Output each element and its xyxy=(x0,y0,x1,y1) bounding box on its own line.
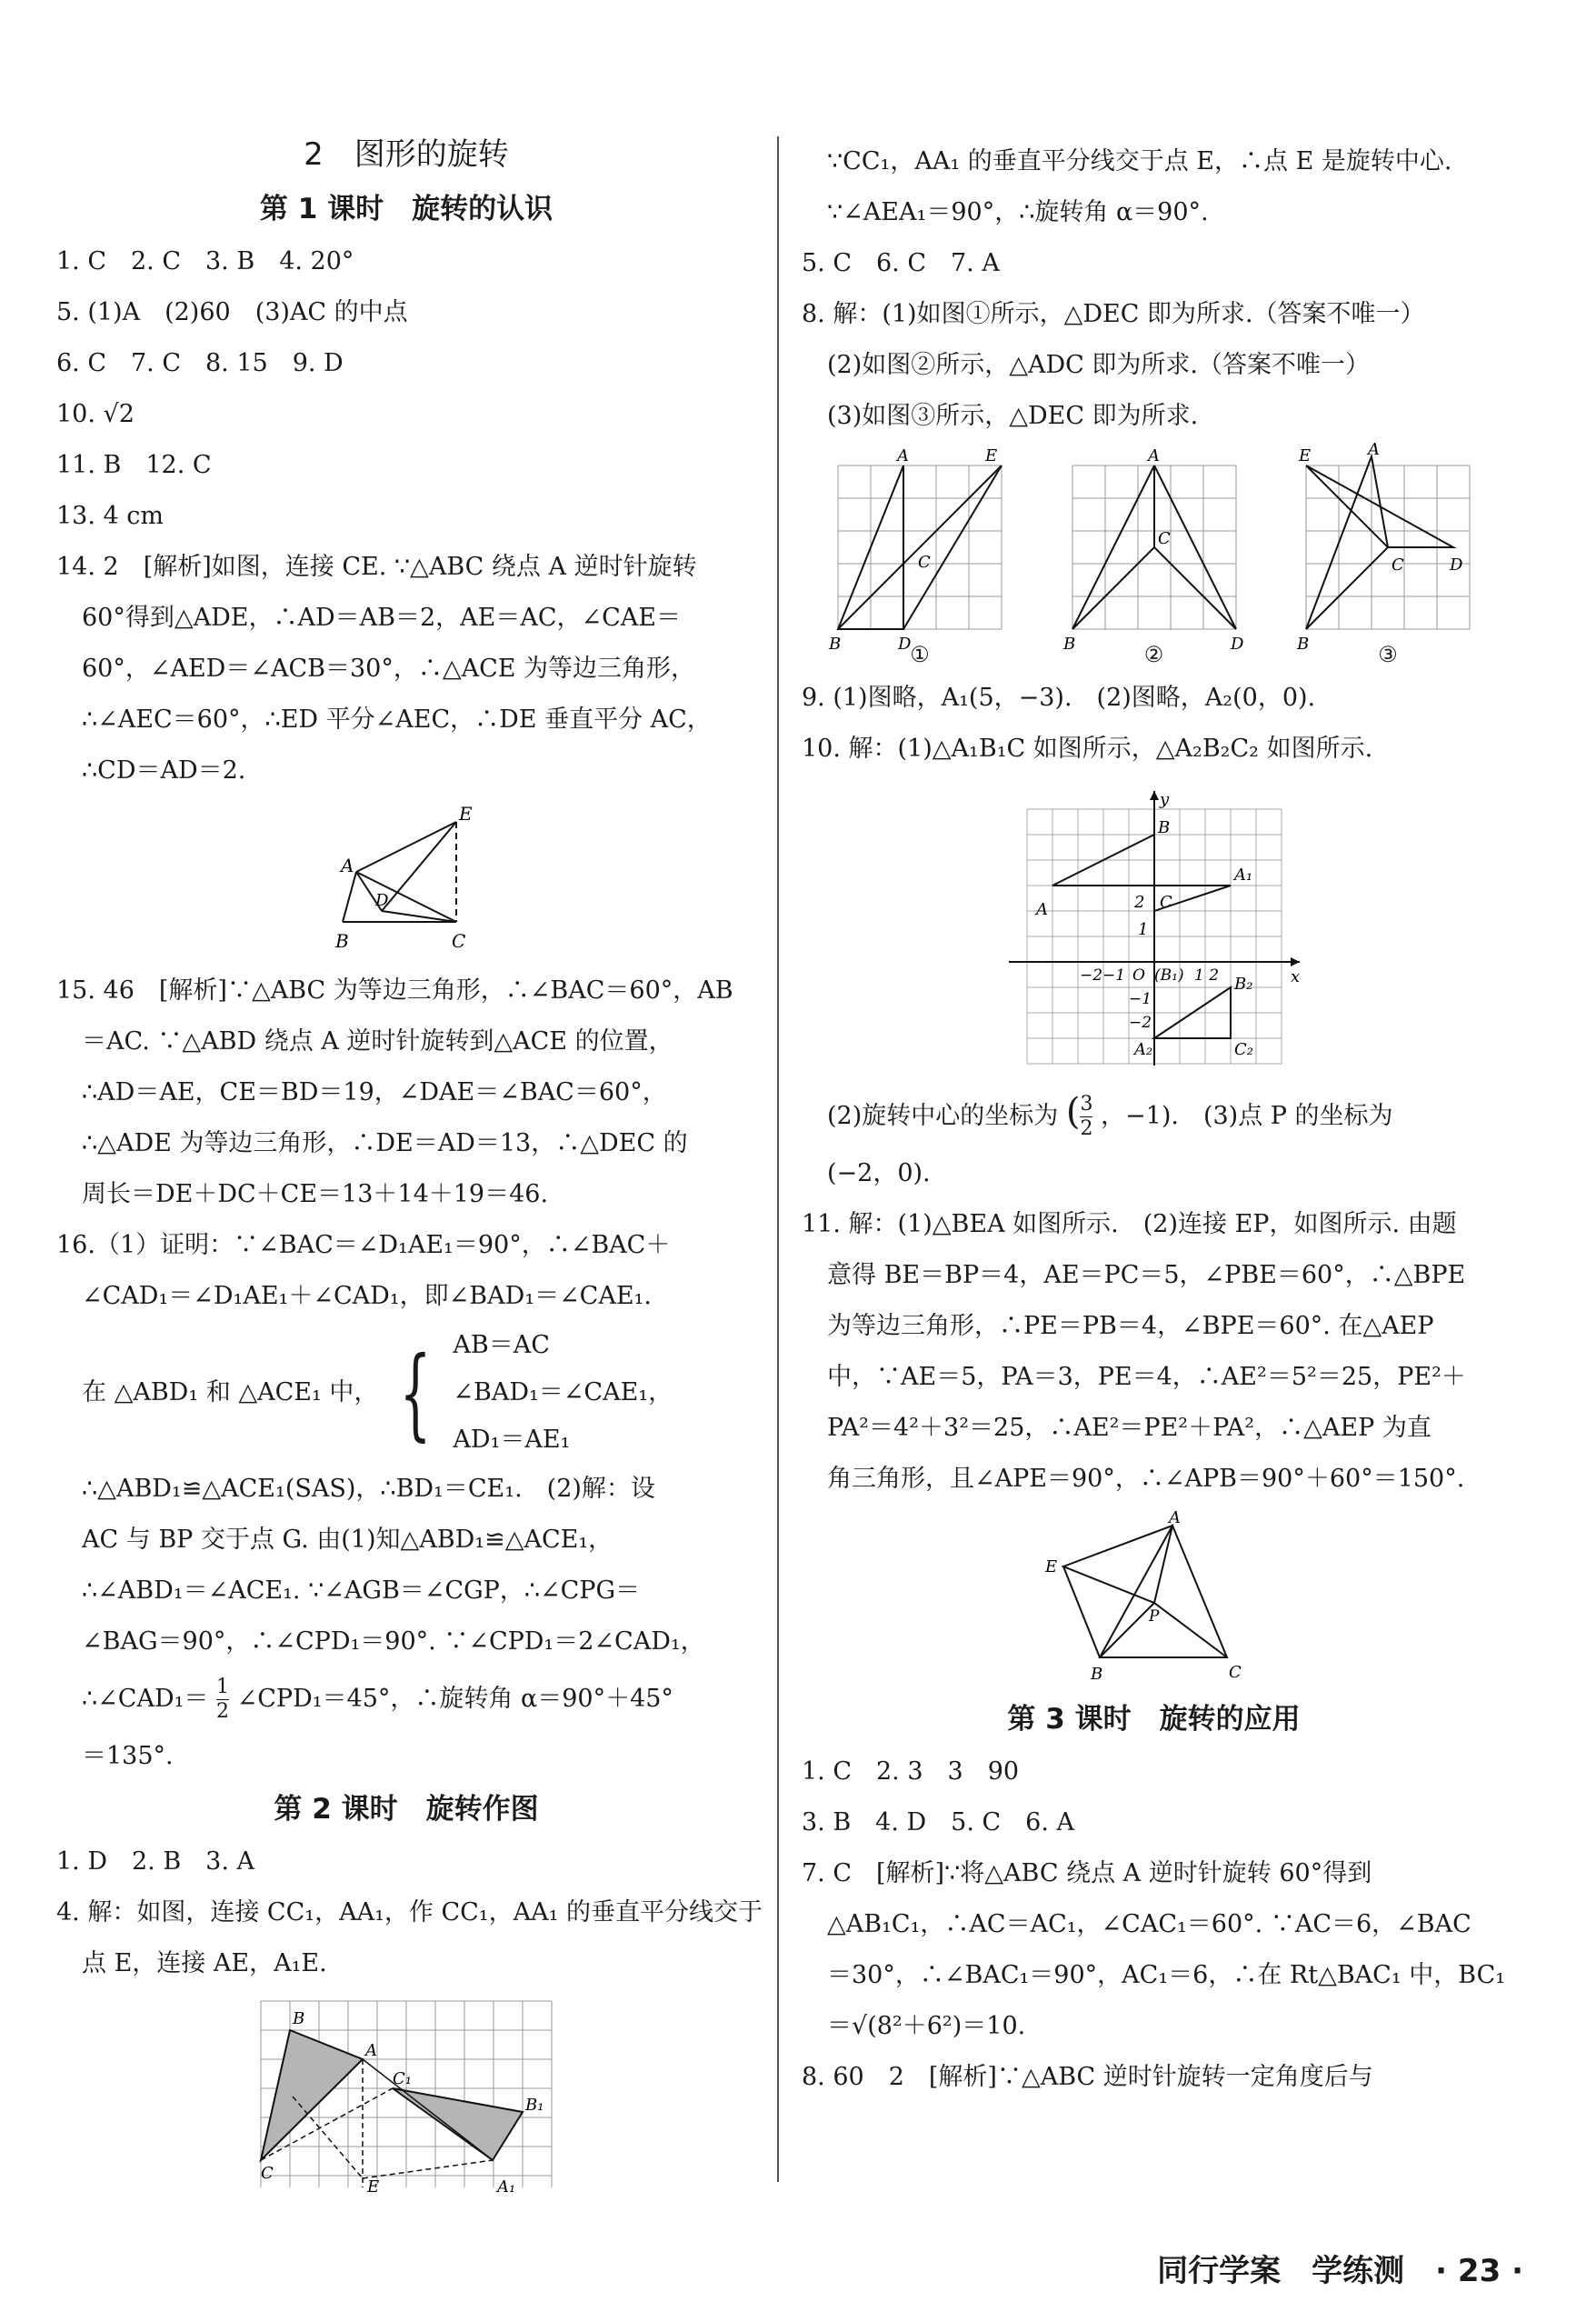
svg-text:A: A xyxy=(1147,446,1160,465)
svg-text:D: D xyxy=(898,635,912,654)
answer-line: △AB₁C₁，∴AC＝AC₁，∠CAC₁＝60°. ∵AC＝6，∠BAC xyxy=(827,1910,1471,1938)
svg-text:A: A xyxy=(1368,440,1380,459)
brace-lead: 在 △ABD₁ 和 △ACE₁ 中， xyxy=(82,1378,379,1406)
svg-text:x: x xyxy=(1290,967,1300,986)
svg-text:C: C xyxy=(918,553,931,572)
svg-text:E: E xyxy=(1299,446,1312,465)
figure-q11 xyxy=(1036,1508,1272,1685)
svg-text:P: P xyxy=(1148,1607,1159,1626)
answer-line: ∴△ABD₁≌△ACE₁(SAS)，∴BD₁＝CE₁. (2)解：设 xyxy=(82,1475,655,1503)
answer-line: ∴△ADE 为等边三角形，∴DE＝AD＝13，∴△DEC 的 xyxy=(82,1129,688,1157)
answer-line: 60°，∠AED＝∠ACB＝30°，∴△ACE 为等边三角形， xyxy=(82,655,696,683)
svg-text:C: C xyxy=(261,2164,274,2183)
svg-text:B: B xyxy=(1090,1665,1102,1684)
svg-text:C₁: C₁ xyxy=(393,2069,412,2088)
svg-text:B: B xyxy=(1062,635,1075,654)
answer-line: 16.（1）证明：∵∠BAC＝∠D₁AE₁＝90°，∴∠BAC＋ xyxy=(56,1231,671,1259)
answer-line: 角三角形，且∠APE＝90°，∴∠APB＝90°＋60°＝150°. xyxy=(827,1465,1465,1493)
answer-line: ∴∠AEC＝60°，∴ED 平分∠AEC，∴DE 垂直平分 AC， xyxy=(82,706,712,734)
svg-text:D: D xyxy=(1450,555,1463,575)
answer-line: ∴∠ABD₁＝∠ACE₁. ∵∠AGB＝∠CGP，∴∠CPG＝ xyxy=(82,1576,641,1605)
left-column xyxy=(56,127,763,2204)
svg-text:A: A xyxy=(365,2041,377,2060)
answer-line: 7. C [解析]∵将△ABC 绕点 A 逆时针旋转 60°得到 xyxy=(802,1859,1372,1887)
svg-text:−2−1: −2−1 xyxy=(1079,966,1125,985)
answer-line: 10. 解：(1)△A₁B₁C 如图所示，△A₂B₂C₂ 如图所示. xyxy=(802,735,1373,763)
page-footer: 同行学案 学练测 · 23 · xyxy=(1157,2253,1523,2289)
svg-text:C: C xyxy=(1157,529,1171,548)
section-title: 2 图形的旋转 xyxy=(304,136,509,173)
answer-line: 3. B 4. D 5. C 6. A xyxy=(802,1808,1075,1837)
answer-line: 14. 2 [解析]如图，连接 CE. ∵△ABC 绕点 A 逆时针旋转 xyxy=(56,553,697,581)
answer-line: ∠CAD₁＝∠D₁AE₁＋∠CAD₁，即∠BAD₁＝∠CAE₁. xyxy=(82,1282,652,1310)
brace-line: AB＝AC xyxy=(453,1331,550,1359)
figure-caption: ③ xyxy=(1378,642,1398,667)
figure-caption: ② xyxy=(1143,642,1164,667)
answer-line: 11. B 12. C xyxy=(56,451,212,479)
svg-text:B: B xyxy=(1297,635,1310,654)
answer-line: 1. C 2. C 3. B 4. 20° xyxy=(56,247,354,275)
answer-line: 1. C 2. 3 3 90 xyxy=(802,1757,1020,1786)
answer-line: 8. 解：(1)如图①所示，△DEC 即为所求.（答案不唯一） xyxy=(802,300,1425,328)
answer-line: (3)如图③所示，△DEC 即为所求. xyxy=(827,402,1199,430)
answer-line: ＝30°，∴∠BAC₁＝90°，AC₁＝6，∴在 Rt△BAC₁ 中，BC₁ xyxy=(827,1961,1506,1989)
figure-q8-3 xyxy=(1297,440,1479,654)
svg-text:C: C xyxy=(452,930,466,952)
answer-line: 6. C 7. C 8. 15 9. D xyxy=(56,349,344,377)
answer-line: ∵∠AEA₁＝90°，∴旋转角 α＝90°. xyxy=(827,198,1209,226)
svg-text:B: B xyxy=(829,635,842,654)
answer-line: ∴CD＝AD＝2. xyxy=(82,756,246,785)
answer-line: 13. 4 cm xyxy=(56,502,165,530)
lesson3-title: 第 3 课时 旋转的应用 xyxy=(1007,1703,1301,1736)
answer-line: 4. 解：如图，连接 CC₁，AA₁，作 CC₁，AA₁ 的垂直平分线交于 xyxy=(56,1898,763,1927)
svg-text:E: E xyxy=(367,2177,380,2197)
svg-text:E: E xyxy=(1044,1557,1057,1576)
svg-text:B: B xyxy=(1157,818,1170,837)
svg-text:A: A xyxy=(1168,1508,1181,1527)
svg-text:A: A xyxy=(1035,900,1048,919)
svg-text:E: E xyxy=(985,446,998,465)
answer-line: 点 E，连接 AE，A₁E. xyxy=(82,1949,327,1977)
answer-line: 为等边三角形，∴PE＝PB＝4，∠BPE＝60°. 在△AEP xyxy=(827,1312,1434,1340)
svg-text:(B₁): (B₁) xyxy=(1153,966,1184,985)
answer-line: 意得 BE＝BP＝4，AE＝PC＝5，∠PBE＝60°，∴△BPE xyxy=(827,1261,1466,1289)
answer-line: ＝√(8²＋6²)＝10. xyxy=(827,2012,1026,2040)
svg-text:1 2: 1 2 xyxy=(1193,966,1219,985)
svg-text:C₂: C₂ xyxy=(1233,1040,1253,1059)
svg-text:C: C xyxy=(1228,1663,1242,1682)
answer-line: 周长＝DE＋DC＋CE＝13＋14＋19＝46. xyxy=(82,1180,549,1208)
svg-text:A₁: A₁ xyxy=(1233,866,1252,885)
answer-line: 60°得到△ADE，∴AD＝AB＝2，AE＝AC，∠CAE＝ xyxy=(82,604,681,632)
figure-q14 xyxy=(315,804,497,958)
svg-text:O: O xyxy=(1132,966,1145,985)
svg-text:A: A xyxy=(341,855,354,876)
answer-line: 9. (1)图略，A₁(5，−3). (2)图略，A₂(0，0). xyxy=(802,684,1316,712)
answer-line: 5. C 6. C 7. A xyxy=(802,249,1000,277)
answer-line: (2)如图②所示，△ADC 即为所求.（答案不唯一） xyxy=(827,351,1370,379)
svg-text:A₂: A₂ xyxy=(1133,1040,1152,1059)
answer-line-fraction: ∴∠CAD₁＝ $\frac{1}{2}$ ∠CPD₁＝45°，∴旋转角 α＝90°＋45° xyxy=(82,1676,673,1723)
svg-text:D: D xyxy=(375,891,389,910)
svg-text:y: y xyxy=(1159,790,1169,809)
svg-text:A: A xyxy=(897,446,909,465)
column-divider xyxy=(777,136,779,2182)
brace-line: AD₁＝AE₁ xyxy=(453,1426,571,1454)
svg-text:B₁: B₁ xyxy=(525,2096,544,2115)
fraction: $\frac{3}{2}$ xyxy=(1080,1093,1093,1140)
answer-line: 1. D 2. B 3. A xyxy=(56,1847,255,1876)
answer-line: 10. √2 xyxy=(56,400,135,428)
answer-line: ＝AC. ∵△ABD 绕点 A 逆时针旋转到△ACE 的位置， xyxy=(82,1027,673,1056)
svg-text:B: B xyxy=(293,2009,305,2028)
svg-text:−1: −1 xyxy=(1128,990,1152,1008)
answer-line: 5. (1)A (2)60 (3)AC 的中点 xyxy=(56,298,408,326)
figure-caption: ① xyxy=(910,642,930,667)
right-column xyxy=(802,136,1506,2103)
lesson2-title: 第 2 课时 旋转作图 xyxy=(274,1793,539,1826)
fraction: $\frac{1}{2}$ xyxy=(216,1676,230,1723)
svg-text:C: C xyxy=(1392,555,1404,575)
svg-text:D: D xyxy=(1230,635,1243,654)
answer-line: 11. 解：(1)△BEA 如图所示. (2)连接 EP，如图所示. 由题 xyxy=(802,1210,1457,1238)
answer-line: ∵CC₁，AA₁ 的垂直平分线交于点 E，∴点 E 是旋转中心. xyxy=(827,147,1452,175)
brace-symbol: { xyxy=(399,1335,432,1451)
figure-row-q8 xyxy=(802,440,1506,667)
figure-q8-1 xyxy=(829,446,1011,654)
figure-q4-grid xyxy=(256,1997,556,2197)
answer-line: AC 与 BP 交于点 G. 由(1)知△ABD₁≌△ACE₁， xyxy=(82,1526,613,1554)
answer-line: PA²＝4²＋3²＝25，∴AE²＝PE²＋PA²，∴△AEP 为直 xyxy=(827,1414,1431,1442)
brace-system xyxy=(56,1322,756,1464)
answer-line: (−2，0). xyxy=(827,1159,931,1187)
brace-line: ∠BAD₁＝∠CAE₁， xyxy=(453,1378,673,1406)
answer-line: 8. 60 2 [解析]∵△ABC 逆时针旋转一定角度后与 xyxy=(802,2063,1373,2091)
svg-text:A₁: A₁ xyxy=(497,2177,516,2197)
lesson1-title: 第 1 课时 旋转的认识 xyxy=(259,193,554,225)
answer-line: ∴AD＝AE，CE＝BD＝19，∠DAE＝∠BAC＝60°， xyxy=(82,1078,667,1106)
answer-line: 中，∵AE＝5，PA＝3，PE＝4，∴AE²＝5²＝25，PE²＋ xyxy=(827,1363,1466,1391)
svg-text:B₂: B₂ xyxy=(1233,975,1252,994)
answer-line-fraction: (2)旋转中心的坐标为 ( $\frac{3}{2}$ ，−1). (3)点 P 的坐标为 xyxy=(827,1091,1393,1140)
answer-line: ∠BAG＝90°，∴∠CPD₁＝90°. ∵∠CPD₁＝2∠CAD₁， xyxy=(82,1627,705,1656)
answer-line: 15. 46 [解析]∵△ABC 为等边三角形，∴∠BAC＝60°，AB xyxy=(56,976,733,1005)
figure-q8-2 xyxy=(1062,446,1245,654)
figure-q10-coordinate-grid xyxy=(1000,782,1309,1073)
svg-text:E: E xyxy=(459,803,473,825)
answer-line: ＝135°. xyxy=(82,1742,174,1770)
svg-text:1: 1 xyxy=(1137,920,1148,939)
svg-text:B: B xyxy=(335,930,349,952)
svg-text:C: C xyxy=(1159,893,1172,912)
svg-text:2: 2 xyxy=(1133,893,1144,912)
svg-text:−2: −2 xyxy=(1128,1014,1152,1032)
